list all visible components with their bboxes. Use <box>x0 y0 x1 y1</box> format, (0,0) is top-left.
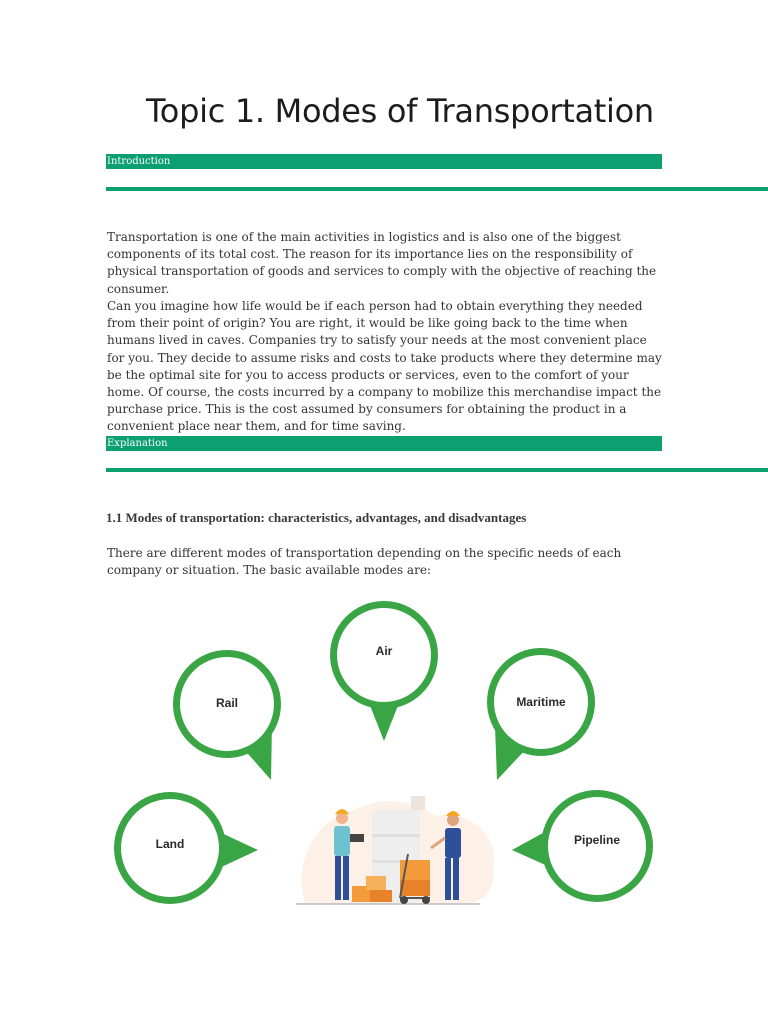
mode-label-pipeline: Pipeline <box>573 833 621 847</box>
mode-label-land: Land <box>155 837 185 851</box>
section-subheading: 1.1 Modes of transportation: characteristics, advantages, and disadvantages <box>106 510 527 525</box>
mode-label-air: Air <box>375 644 393 658</box>
transport-modes-diagram <box>100 598 668 918</box>
explanation-paragraph: There are different modes of transportation depending on the specific needs of each company or situation. The basic available modes are: <box>107 546 622 578</box>
mode-bubble-land <box>114 792 258 904</box>
intro-paragraph-2: Can you imagine how life would be if each person had to obtain everything they needed from their point of origin? You are right, it would be like going back to the time when humans lived in caves. Companies try to satisfy your needs at the most convenient place for you. They decide to assume risks and costs to take products where they determine may be the optimal site for you to access products or services, even to the comfort of your home. Of course, the costs incurred by a company to mobilize this merchandise impact the purchase price. This is the cost assumed by consumers for obtaining the product in a convenient place near them, and for time saving. <box>107 299 662 434</box>
warehouse-workers-illustration <box>296 796 494 904</box>
introduction-header: Introduction <box>106 154 662 169</box>
page-title: Topic 1. Modes of Transportation <box>146 92 654 130</box>
introduction-rule <box>106 187 768 191</box>
explanation-rule <box>106 468 768 472</box>
explanation-header: Explanation <box>106 436 662 451</box>
mode-bubble-air <box>330 601 438 741</box>
mode-label-rail: Rail <box>215 696 239 710</box>
mode-bubble-rail <box>173 650 281 780</box>
mode-bubble-pipeline <box>512 790 653 902</box>
intro-paragraph-1: Transportation is one of the main activities in logistics and is also one of the biggest components of its total cost. The reason for its importance lies on the responsibility of physical transportation of goods and services to comply with the objective of reaching the consumer. <box>107 230 657 296</box>
mode-bubble-maritime <box>487 648 595 780</box>
mode-label-maritime: Maritime <box>516 695 566 709</box>
